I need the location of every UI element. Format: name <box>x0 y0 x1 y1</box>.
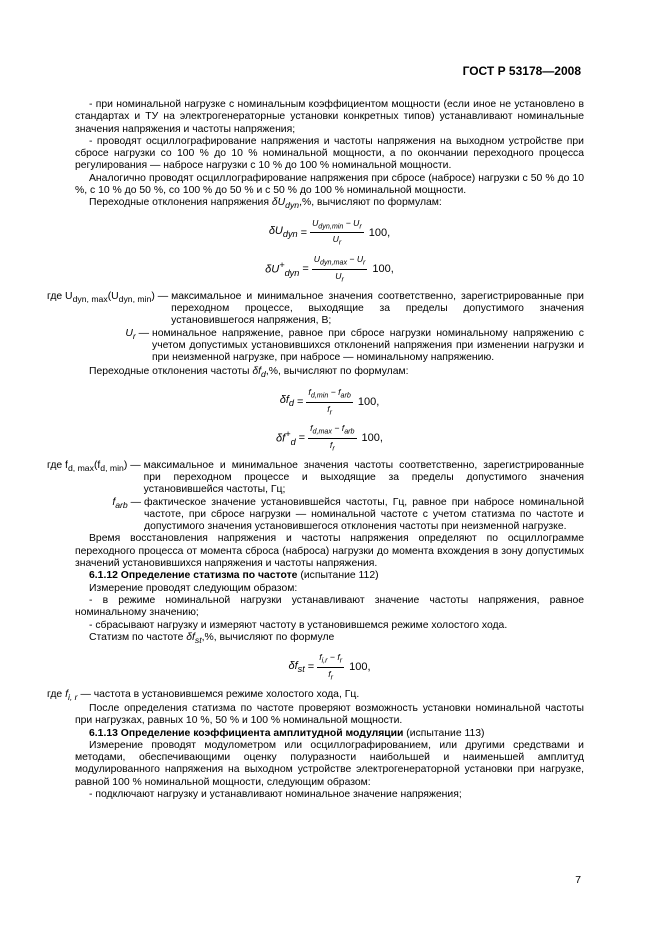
paragraph: - проводят осциллографирование напряжения и частоты напряжения на выходном устройстве при сбросе нагрузки со 100 % до 10 % номинальной мощности, а по окончании переходного процесса регулирования — набросе нагрузки с 10 % до 100 % номинальной мощности. <box>75 135 584 172</box>
section-heading-6-1-13: 6.1.13 Определение коэффициента амплитудной модуляции (испытание 113) <box>89 727 485 739</box>
paragraph: Переходные отклонения частоты $\delta f_d,\%$, вычисляют по формулам: <box>89 366 409 380</box>
paragraph: Время восстановления напряжения и частоты напряжения определяют по осциллограмме переходного процесса от момента сброса (наброса) нагрузки до момента вхождения в зону допустимых значений установившихся напряжения и частоты напряжения. <box>75 533 584 570</box>
section-heading-6-1-12: 6.1.12 Определение статизма по частоте (испытание 112) <box>89 570 379 582</box>
paragraph: Измерение проводят модулометром или осциллографированием, или другими средствами и методами, обеспечивающими оценку полуразности наибольшей и наименьшей амплитуд модулированного напряжения на выходном устройстве электрогенераторной установки при нагрузке, равной 100 % номинальной мощности, следующим образом: <box>75 739 584 788</box>
formula-frequency-droop: $\delta f_{st}$ = $\frac{f_{i,r} - f_r}{f_r}$ 100, <box>288 652 371 682</box>
paragraph: Аналогично проводят осциллографирование напряжения при сбросе (набросе) нагрузки с 50 % до 10 %, с 10 % до 50 %, со 100 % до 50 % и с 50 % до 100 % номинальной мощности. <box>75 172 584 197</box>
paragraph: Измерение проводят следующим образом: <box>89 582 298 594</box>
paragraph: - сбрасывают нагрузку и измеряют частоту в установившемся режиме холостого хода. <box>89 619 508 631</box>
definition-item: где $U_{dyn, max}(U_{dyn, min})$ — максимальное и минимальное значения соответственно, зарегистрированные при переходном процессе, выходящие за пределы допустимого значения установившегося напряжения, В; <box>47 290 584 327</box>
paragraph: Переходные отклонения напряжения $\delta U_{dyn},\%$, вычисляют по формулам: <box>89 197 442 211</box>
definition-item: $f_{arb}$ — фактическое значение установившейся частоты, Гц, равное при набросе номинальной частоте, при сбросе нагрузки — номинальной частоте с учетом статизма по частоте и допустимого значения установившегося отклонения частоты при неизменной нагрузке. <box>112 496 584 533</box>
document-header: ГОСТ Р 53178—2008 <box>462 64 581 78</box>
formula-voltage-deviation-max: $\delta U^+_{dyn}$ = $\frac{U_{dyn,max} - U_r}{U_r}$ 100, <box>265 254 394 284</box>
paragraph: - в режиме номинальной нагрузки устанавливают значение частоты напряжения, равное номинальному значению; <box>75 594 584 619</box>
page-number: 7 <box>575 875 581 886</box>
formula-frequency-deviation-max: $\delta f^+_d$ = $\frac{f_{d,max} - f_{arb}}{f_r}$ 100, <box>276 423 383 453</box>
paragraph: - при номинальной нагрузке с номинальным коэффициентом мощности (если иное не установлено в стандартах и ТУ на электрогенераторные установки конкретных типов) устанавливают номинальные значения напряжения и частоты напряжения; <box>75 99 584 135</box>
page-content <box>47 99 584 801</box>
definition-item: где $f_{i, r}$ — частота в установившемся режиме холостого хода, Гц. <box>47 688 360 702</box>
definition-item: $U_r$ — номинальное напряжение, равное при сбросе нагрузки номинальному напряжению с учетом допустимых установившихся отклонений напряжения при изменении нагрузки и при неизменной нагрузке, при набросе — номинальному напряжению. <box>125 327 584 364</box>
paragraph: После определения статизма по частоте проверяют возможность установки номинальной частоты при нагрузках, равных 10 %, 50 % и 100 % номинальной мощности. <box>75 703 584 727</box>
formula-frequency-deviation-min: $\delta f_d$ = $\frac{f_{d,min} - f_{arb}}{f_r}$ 100, <box>279 386 380 417</box>
formula-voltage-deviation-min: $\delta U_{dyn}$ = $\frac{U_{dyn,min} - U_r}{U_r}$ 100, <box>268 217 391 248</box>
paragraph: - подключают нагрузку и устанавливают номинальное значение напряжения; <box>89 789 462 801</box>
paragraph: Статизм по частоте $\delta f_{st},\%$, вычисляют по формуле <box>89 631 335 645</box>
definition-item: где $f_{d, max}(f_{d, min})$ — максимальное и минимальное значения частоты соответственно, зарегистрированные при переходном процессе и выходящие за пределы допустимого значения установившейся частоты, Гц; <box>47 459 584 496</box>
